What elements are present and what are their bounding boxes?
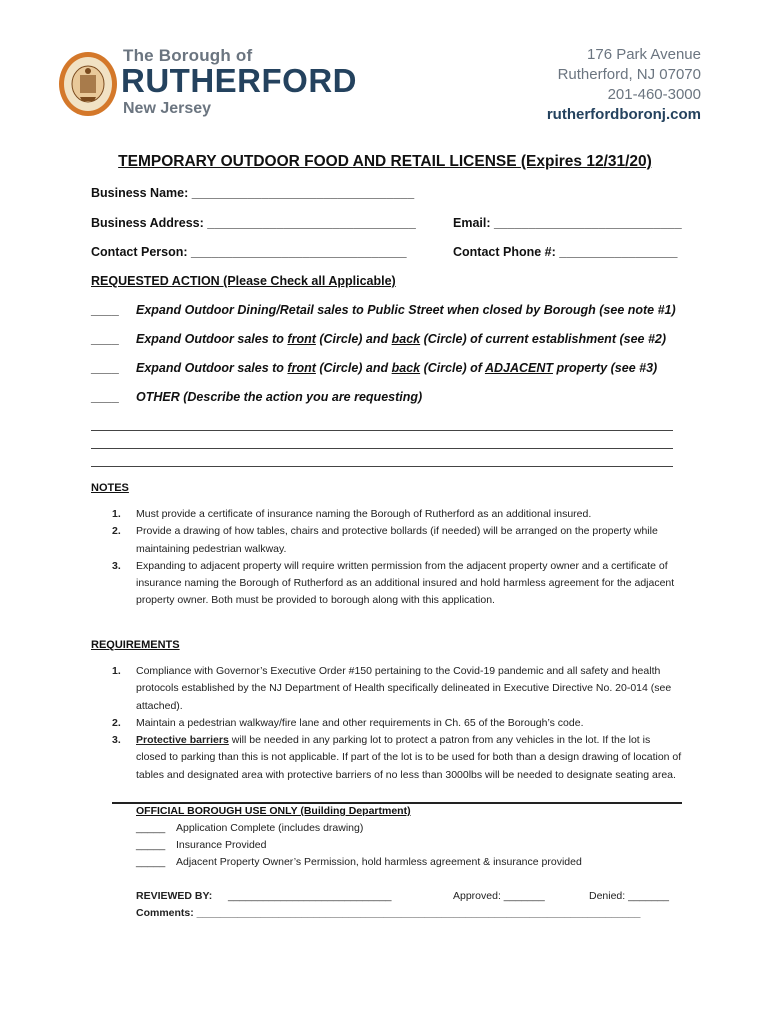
- official-use-heading: OFFICIAL BOROUGH USE ONLY (Building Department): [136, 805, 411, 817]
- requirement-text: Maintain a pedestrian walkway/fire lane and other requirements in Ch. 65 of the Borough’s code.: [136, 716, 584, 729]
- address-street: 176 Park Avenue: [587, 46, 701, 63]
- option1-checkbox[interactable]: ____: [91, 303, 119, 317]
- address-city: Rutherford, NJ 07070: [557, 66, 701, 83]
- check-label: Adjacent Property Owner’s Permission, hold harmless agreement & insurance provided: [176, 856, 582, 868]
- contact-person-field[interactable]: Contact Person: _______________________________: [91, 245, 407, 259]
- option3-text-c: (Circle) of: [420, 361, 485, 375]
- check-blank[interactable]: _____: [136, 856, 166, 868]
- option2-checkbox[interactable]: ____: [91, 332, 119, 346]
- list-item: [112, 523, 682, 558]
- section-divider: [112, 802, 682, 804]
- option3-text-d: property (see #3): [553, 361, 658, 375]
- address-phone: 201-460-3000: [607, 86, 701, 103]
- check-label: Insurance Provided: [176, 839, 267, 851]
- list-number: 2.: [112, 525, 121, 538]
- check-label: Application Complete (includes drawing): [176, 822, 364, 834]
- note-text: Must provide a certificate of insurance naming the Borough of Rutherford as an additional insured.: [136, 508, 592, 520]
- official-check-application[interactable]: [136, 822, 363, 834]
- list-number: 3.: [112, 734, 121, 747]
- requirement-text: will be needed in any parking lot to protect a patron from any vehicles in the lot. If the lot is closed to parking than this is not applicable. If part of the lot is to be used for both than a design drawing of location of tables and designated area with protective barriers of no less than 3000lbs will be needed to designate seating area.: [136, 734, 682, 781]
- option3-text-a: Expand Outdoor sales to: [136, 361, 288, 375]
- requested-action-heading: REQUESTED ACTION (Please Check all Applicable): [91, 274, 396, 288]
- list-number: 3.: [112, 559, 121, 572]
- brand-name: RUTHERFORD: [121, 62, 357, 99]
- notes-heading: NOTES: [91, 482, 129, 494]
- option2-text-b: (Circle) and: [315, 332, 392, 346]
- notes-list: [112, 506, 682, 610]
- email-field[interactable]: Email: ___________________________: [453, 216, 682, 230]
- option1-label: Expand Outdoor Dining/Retail sales to Public Street when closed by Borough (see note #1): [136, 303, 676, 317]
- option3-label: [136, 361, 657, 375]
- check-blank[interactable]: _____: [136, 822, 166, 834]
- option2-label: [136, 332, 666, 346]
- requirements-heading: REQUIREMENTS: [91, 639, 180, 651]
- option2-text-c: (Circle) of current establishment (see #2): [420, 332, 667, 346]
- option3-front[interactable]: front: [287, 361, 316, 375]
- list-item: [112, 558, 682, 610]
- list-item: [112, 663, 682, 715]
- list-item: [112, 715, 682, 732]
- reviewed-by-label: REVIEWED BY:: [136, 890, 213, 902]
- business-address-field[interactable]: Business Address: ______________________________: [91, 216, 416, 230]
- option2-front[interactable]: front: [287, 332, 316, 346]
- requirement-text: Compliance with Governor’s Executive Order #150 pertaining to the Covid-19 pandemic and all safety and health protocols established by the NJ Department of Health specifically delineated in Executive Directive No. 20-014 (see attached).: [136, 665, 672, 712]
- official-check-insurance[interactable]: [136, 839, 266, 851]
- form-title: TEMPORARY OUTDOOR FOOD AND RETAIL LICENSE (Expires 12/31/20): [118, 153, 652, 170]
- note-text: Expanding to adjacent property will require written permission from the adjacent property owner and a certificate of insurance naming the Borough of Rutherford as an additional insured and hold harmless agreement for the adjacent property owner. Both must be provided to borough along with this application.: [136, 559, 675, 607]
- approved-field[interactable]: Approved: _______: [453, 890, 545, 902]
- option3-adjacent: ADJACENT: [484, 361, 553, 375]
- option4-checkbox[interactable]: ____: [91, 390, 119, 404]
- denied-field[interactable]: Denied: _______: [589, 890, 669, 902]
- website-link[interactable]: rutherfordboronj.com: [546, 106, 701, 123]
- brand-state: New Jersey: [123, 100, 212, 117]
- describe-line-2[interactable]: [91, 448, 673, 449]
- list-number: 1.: [112, 665, 121, 677]
- option3-back[interactable]: back: [391, 361, 421, 375]
- note-text: Provide a drawing of how tables, chairs and protective bollards (if needed) will be arranged on the property while maintaining pedestrian walkway.: [136, 525, 658, 555]
- business-name-field[interactable]: Business Name: ________________________________: [91, 186, 415, 200]
- option2-text-a: Expand Outdoor sales to: [136, 332, 288, 346]
- borough-seal-icon: [58, 51, 118, 117]
- option3-checkbox[interactable]: ____: [91, 361, 119, 375]
- check-blank[interactable]: _____: [136, 839, 166, 851]
- option4-label: OTHER (Describe the action you are requesting): [136, 390, 423, 404]
- requirement-bold: Protective barriers: [136, 734, 229, 747]
- list-number: 2.: [112, 716, 121, 729]
- comments-field[interactable]: Comments: ____________________________________________________________________________: [136, 907, 641, 919]
- list-item: [112, 506, 682, 523]
- list-item: [112, 732, 682, 784]
- contact-phone-field[interactable]: Contact Phone #: _________________: [453, 245, 678, 259]
- reviewed-by-field[interactable]: ____________________________: [228, 890, 392, 902]
- brand-top-text: The Borough of: [123, 46, 253, 65]
- option2-back[interactable]: back: [391, 332, 421, 346]
- describe-line-3[interactable]: [91, 466, 673, 467]
- list-number: 1.: [112, 508, 121, 520]
- option3-text-b: (Circle) and: [315, 361, 392, 375]
- describe-line-1[interactable]: [91, 430, 673, 431]
- requirements-list: [112, 663, 682, 784]
- official-check-adjacent[interactable]: [136, 856, 582, 868]
